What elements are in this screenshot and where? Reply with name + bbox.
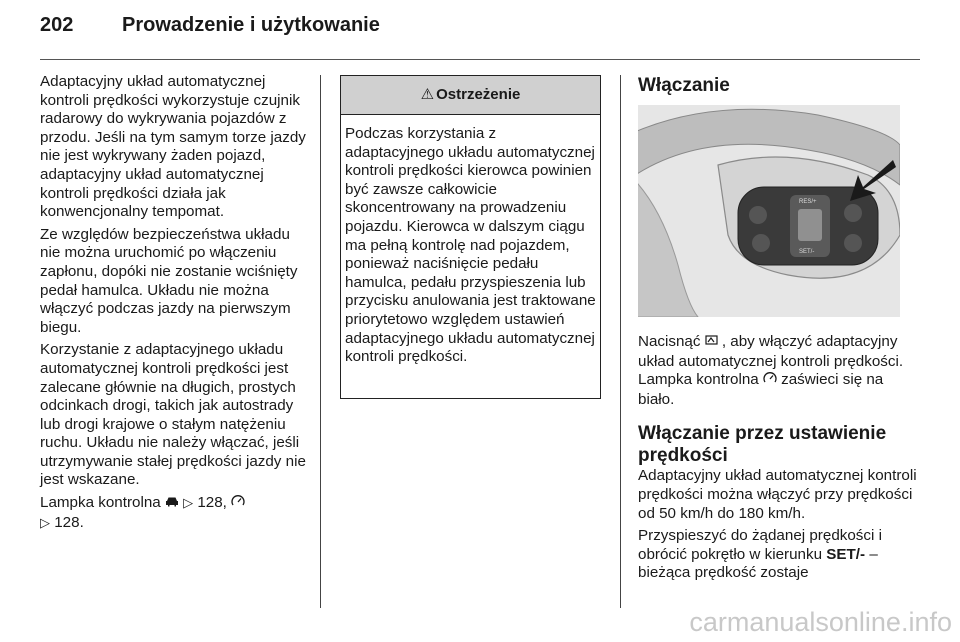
paragraph-accelerate — [638, 527, 923, 583]
watermark: carmanualsonline.info — [689, 607, 952, 637]
section-heading-set-speed: Włączanie przez ustawienie prędkości — [638, 423, 887, 467]
paragraph-intro: Adaptacyjny układ automatycznej kontroli prędkości wykorzystuje czujnik radarowy do wykrywania pojazdów z przodu. Jeśli na tym samym torze jazdy nie jest wykrywany żaden pojazd, adaptacyjny układ automatycznej kontroli prędkości działa jak konwencjonalny tempomat. — [40, 73, 306, 221]
steering-wheel-illustration — [638, 105, 900, 317]
accelerate-text-b: – bieżąca prędkość zostaje — [638, 545, 878, 582]
adaptive-cruise-icon — [231, 496, 245, 511]
column-divider-2 — [620, 75, 621, 608]
car-icon — [165, 496, 183, 511]
accelerate-text-a: Przyspieszyć do żądanej prędkości i obrócić pokrętło w kierunku — [638, 527, 882, 563]
indicator-text: Lampka kontrolna — [40, 494, 161, 512]
reference-arrow-icon[interactable]: ▷ — [183, 496, 194, 512]
enable-text-a: Nacisnąć — [638, 333, 701, 350]
cruise-control-icon — [763, 373, 781, 388]
warning-box — [340, 75, 601, 399]
paragraph-usage: Korzystanie z adaptacyjnego układu automatycznej kontroli prędkości jest zalecane głównie na długich, prostych odcinkach drogi, takich jak autostrady lub drogi krajowe o stałym natężeniu ruchu. Układu nie należy włączać, jeśli utrzymywanie stałej prędkości jazdy nie jest wskazane. — [40, 341, 306, 489]
header-rule — [40, 59, 920, 60]
paragraph-enable — [638, 333, 923, 409]
steering-wheel-figure — [638, 105, 900, 317]
button-set-label: SET/- — [799, 249, 815, 255]
column-middle — [340, 75, 601, 399]
adaptive-cruise-button-icon — [705, 335, 722, 350]
warning-triangle-icon: ⚠ — [420, 85, 435, 103]
paragraph-safety: Ze względów bezpieczeństwa układu nie można uruchomić po włączeniu zapłonu, dopóki nie zostanie wciśnięty pedał hamulca. Układu nie można włączyć podczas jazdy na pierwszym biegu. — [40, 225, 298, 336]
warning-title: Ostrzeżenie — [436, 85, 521, 103]
paragraph-speed-range: Adaptacyjny układ automatycznej kontroli prędkości można włączyć przy prędkości od 50 km/h do 180 km/h. — [638, 467, 917, 522]
warning-header — [341, 76, 600, 115]
warning-body: Podczas korzystania z adaptacyjnego układu automatycznej kontroli prędkości kierowca powinien być zawsze całkowicie skoncentrowany na prowadzeniu pojazdu. Kierowca w dalszym ciągu ma pełną kontrolę nad pojazdem, ponieważ naciśnięcie pedału hamulca, pedału przyspieszenia lub przycisku anulowania jest traktowane priorytetowo względem ustawień adaptacyjnego układu automatycznej kontroli prędkości. — [345, 125, 596, 366]
enable-text-b: , aby włączyć adaptacyjny układ automatycznej kontroli prędkości. Lampka kontrolna — [638, 333, 904, 389]
column-right — [638, 75, 923, 587]
page-title: Prowadzenie i użytkowanie — [122, 14, 380, 36]
paragraph-indicator — [40, 494, 306, 533]
page-reference-link[interactable]: 128. — [54, 513, 84, 531]
page-number: 202 — [40, 14, 74, 36]
column-divider-1 — [320, 75, 321, 608]
enable-text-c: zaświeci się na biało. — [638, 371, 884, 408]
page-header — [40, 14, 920, 50]
section-heading-enable: Włączanie — [638, 75, 730, 96]
set-minus-label: SET/- — [826, 545, 866, 563]
column-left — [40, 73, 306, 537]
reference-arrow-icon[interactable]: ▷ — [40, 515, 50, 531]
page-reference-link[interactable]: 128, — [197, 494, 227, 512]
button-res-label: RES/+ — [799, 199, 817, 205]
